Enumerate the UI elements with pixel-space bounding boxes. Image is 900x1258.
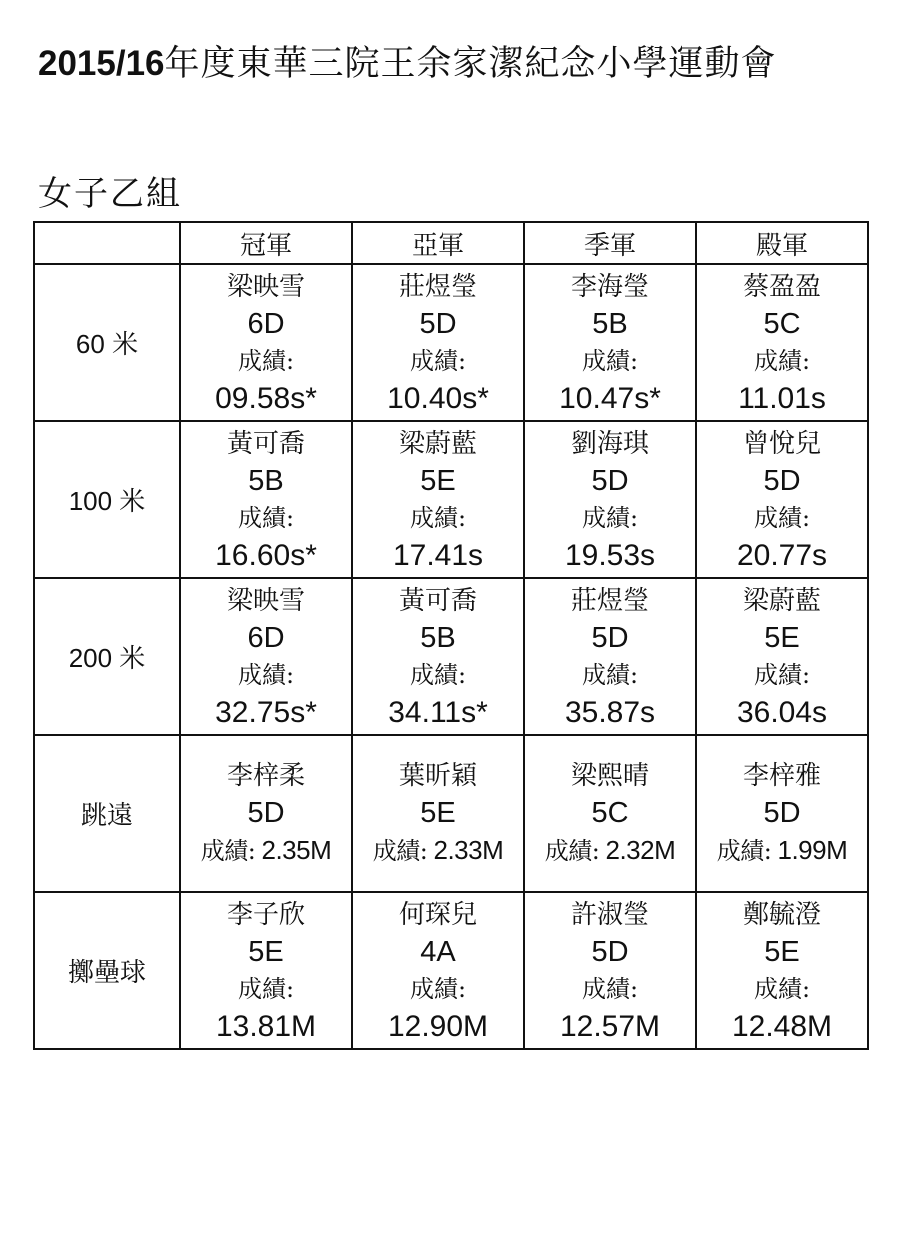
score-label: 成績: (237, 660, 295, 689)
result-cell (352, 892, 524, 1049)
score-label: 成績: (237, 346, 295, 375)
athlete-class: 5D (591, 935, 629, 968)
group-subtitle: 女子乙組 (38, 174, 182, 214)
result-cell (180, 264, 352, 421)
score-line (181, 832, 351, 870)
athlete-class: 5E (420, 796, 456, 829)
athlete-name: 梁映雪 (226, 271, 305, 302)
athlete-class: 6D (247, 621, 285, 654)
score-label: 成績: (581, 660, 639, 689)
score-value: 12.48M (731, 1009, 833, 1043)
score-value: 32.75s* (215, 695, 317, 729)
athlete-name: 蔡盈盈 (742, 271, 821, 302)
result-cell (180, 421, 352, 578)
athlete-class: 4A (420, 935, 456, 968)
result-cell (352, 578, 524, 735)
score-label: 成績: (409, 503, 467, 532)
athlete-name: 梁蔚藍 (398, 428, 477, 459)
athlete-class: 5E (248, 935, 284, 968)
athlete-name: 梁映雪 (226, 585, 305, 616)
athlete-class: 5D (591, 621, 629, 654)
athlete-name: 何琛兒 (398, 899, 477, 930)
table-row (34, 578, 868, 735)
athlete-class: 5E (764, 621, 800, 654)
athlete-name: 莊煜瑩 (398, 271, 477, 302)
table-row (34, 892, 868, 1049)
athlete-name: 劉海琪 (570, 428, 649, 459)
athlete-name: 莊煜瑩 (570, 585, 649, 616)
athlete-class: 6D (247, 307, 285, 340)
score-value: 13.81M (215, 1009, 317, 1043)
score-value: 16.60s* (215, 538, 317, 572)
athlete-class: 5B (592, 307, 628, 340)
athlete-class: 5D (763, 796, 801, 829)
score-value: 1.99M (777, 834, 848, 865)
header-place-3: 季軍 (524, 222, 696, 264)
result-cell (696, 892, 868, 1049)
page-title (38, 36, 777, 86)
event-name: 60 米 (34, 264, 180, 421)
athlete-name: 黃可喬 (398, 585, 477, 616)
result-cell (180, 735, 352, 892)
score-label: 成績: (409, 974, 467, 1003)
athlete-class: 5C (591, 796, 629, 829)
athlete-name: 曾悅兒 (742, 428, 821, 459)
result-cell (180, 578, 352, 735)
title-year: 2015/16 (38, 44, 165, 83)
athlete-class: 5D (419, 307, 457, 340)
header-corner (34, 222, 180, 264)
score-value: 10.47s* (559, 381, 661, 415)
score-label: 成績: (581, 346, 639, 375)
score-label: 成績: (237, 503, 295, 532)
results-table (33, 221, 869, 1050)
athlete-name: 梁蔚藍 (742, 585, 821, 616)
result-cell (352, 264, 524, 421)
result-cell (352, 735, 524, 892)
athlete-name: 鄭毓澄 (742, 899, 821, 930)
table-row (34, 264, 868, 421)
score-label: 成績: (581, 974, 639, 1003)
score-value: 12.57M (559, 1009, 661, 1043)
score-value: 20.77s (736, 538, 828, 572)
result-cell (524, 892, 696, 1049)
event-name: 100 米 (34, 421, 180, 578)
athlete-class: 5D (763, 464, 801, 497)
result-cell (524, 421, 696, 578)
result-cell (524, 264, 696, 421)
score-line (353, 832, 523, 870)
result-cell (696, 264, 868, 421)
score-label: 成績: (753, 660, 811, 689)
athlete-name: 黃可喬 (226, 428, 305, 459)
score-value: 35.87s (564, 695, 656, 729)
score-value: 11.01s (738, 381, 826, 415)
result-cell (696, 735, 868, 892)
score-value: 09.58s* (215, 381, 317, 415)
score-label: 成績: (237, 974, 295, 1003)
result-cell (180, 892, 352, 1049)
result-cell (524, 735, 696, 892)
athlete-class: 5B (420, 621, 456, 654)
header-row (34, 222, 868, 264)
score-label: 成績: (372, 836, 428, 865)
score-value: 2.35M (261, 834, 332, 865)
table-row (34, 735, 868, 892)
header-place-2: 亞軍 (352, 222, 524, 264)
athlete-name: 李梓雅 (742, 760, 821, 791)
score-label: 成績: (716, 836, 772, 865)
score-value: 2.32M (605, 834, 676, 865)
score-value: 2.33M (433, 834, 504, 865)
score-value: 10.40s* (387, 381, 489, 415)
score-label: 成績: (200, 836, 256, 865)
score-value: 12.90M (387, 1009, 489, 1043)
header-place-1: 冠軍 (180, 222, 352, 264)
athlete-name: 葉昕穎 (398, 760, 477, 791)
athlete-name: 梁熙晴 (570, 760, 649, 791)
event-name: 200 米 (34, 578, 180, 735)
title-text: 年度東華三院王余家潔紀念小學運動會 (164, 44, 777, 83)
athlete-name: 李梓柔 (226, 760, 305, 791)
score-label: 成績: (544, 836, 600, 865)
result-cell (696, 421, 868, 578)
result-cell (352, 421, 524, 578)
score-value: 19.53s (564, 538, 656, 572)
athlete-class: 5D (247, 796, 285, 829)
athlete-name: 李子欣 (226, 899, 305, 930)
table-row (34, 421, 868, 578)
result-cell (524, 578, 696, 735)
score-label: 成績: (753, 974, 811, 1003)
result-cell (696, 578, 868, 735)
score-value: 34.11s* (388, 695, 488, 729)
score-label: 成績: (409, 660, 467, 689)
event-name: 擲壘球 (34, 892, 180, 1049)
score-line (697, 832, 867, 870)
score-value: 17.41s (392, 538, 484, 572)
event-name: 跳遠 (34, 735, 180, 892)
athlete-class: 5C (763, 307, 801, 340)
athlete-class: 5E (420, 464, 456, 497)
score-value: 36.04s (736, 695, 828, 729)
header-place-4: 殿軍 (696, 222, 868, 264)
score-label: 成績: (753, 346, 811, 375)
athlete-name: 李海瑩 (570, 271, 649, 302)
score-label: 成績: (581, 503, 639, 532)
score-label: 成績: (753, 503, 811, 532)
athlete-class: 5D (591, 464, 629, 497)
athlete-class: 5E (764, 935, 800, 968)
score-line (525, 832, 695, 870)
athlete-class: 5B (248, 464, 284, 497)
score-label: 成績: (409, 346, 467, 375)
athlete-name: 許淑瑩 (570, 899, 649, 930)
